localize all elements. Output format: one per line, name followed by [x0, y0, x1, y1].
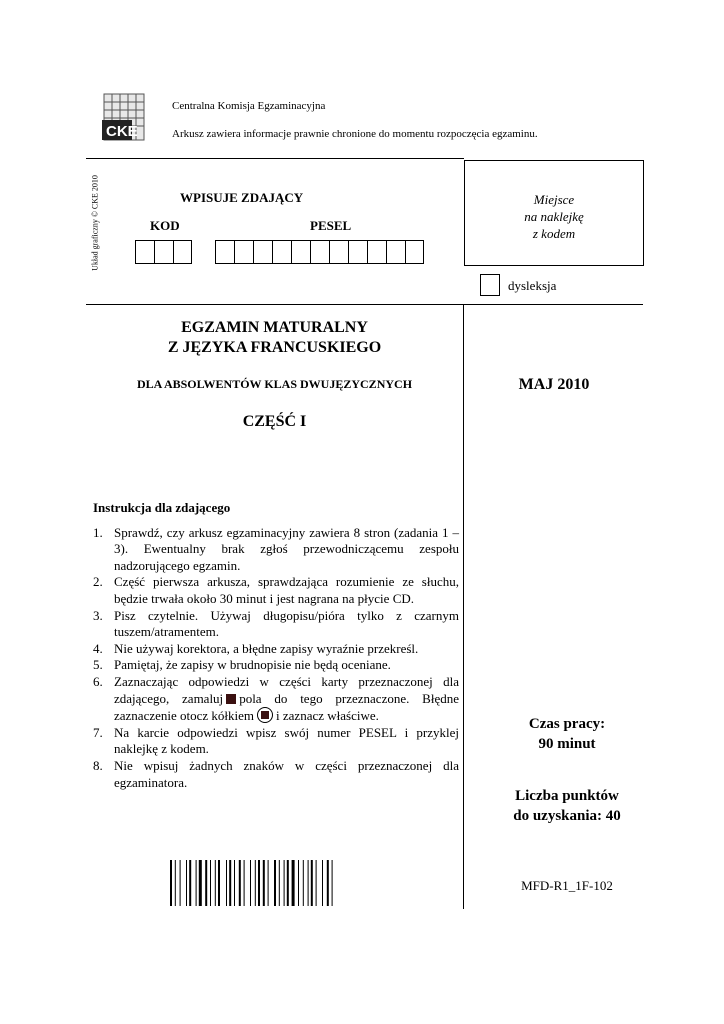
time-label: Czas pracy: — [528, 716, 606, 732]
barcode-bar — [215, 860, 216, 906]
document-code: MFD-R1_1F-102 — [521, 878, 613, 893]
barcode-bar — [175, 860, 176, 906]
pesel-input-boxes[interactable] — [215, 240, 424, 264]
barcode-bar — [180, 860, 181, 906]
logo-text: CKE — [106, 123, 138, 140]
pesel-digit-box[interactable] — [310, 240, 329, 264]
filled-square-icon — [226, 694, 236, 704]
pesel-digit-box[interactable] — [386, 240, 405, 264]
barcode-bar — [210, 860, 211, 906]
sticker-line-2: na naklejkę — [524, 209, 584, 224]
time-value: 90 minut — [538, 736, 596, 752]
pesel-digit-box[interactable] — [291, 240, 310, 264]
dyslexia-label: dysleksja — [508, 278, 557, 293]
barcode-bar — [218, 860, 220, 906]
barcode-bar — [322, 860, 323, 906]
exam-title-line-2: Z JĘZYKA FRANCUSKIEGO — [167, 339, 382, 356]
barcode-bar — [258, 860, 260, 906]
kod-digit-box[interactable] — [173, 240, 192, 264]
list-item: 7. Na karcie odpowiedzi wpisz swój numer PESEL i przyklej naklejkę z kodem. — [93, 724, 459, 757]
vertical-copyright: Układ graficzny © CKE 2010 — [90, 174, 100, 271]
kod-label: KOD — [150, 218, 180, 233]
barcode-bar — [268, 860, 269, 906]
pesel-digit-box[interactable] — [253, 240, 272, 264]
pesel-label: PESEL — [310, 218, 352, 233]
list-item: 6. Zaznaczając odpowiedzi w części karty przeznaczonej dla zdającego, zamaluj pola do tego przeznaczone. Błędne zaznaczenie otocz kółkiem i zaznacz właściwe. — [93, 673, 460, 724]
barcode-bar — [332, 860, 333, 906]
dyslexia-checkbox[interactable] — [480, 274, 500, 296]
barcode-bar — [274, 860, 276, 906]
barcode-bar — [170, 860, 172, 906]
points-info — [464, 786, 670, 826]
barcode-bar — [229, 860, 231, 906]
barcode-bar — [308, 860, 309, 906]
barcode — [170, 860, 390, 906]
barcode-bar — [239, 860, 241, 906]
list-item: 3. Pisz czytelnie. Używaj długopisu/pióra tylko z czarnym tuszem/atramentem. — [93, 607, 459, 640]
protection-notice: Arkusz zawiera informacje prawnie chronione do momentu rozpoczęcia egzaminu. — [172, 128, 538, 140]
barcode-bar — [327, 860, 329, 906]
sticker-line-3: z kodem — [532, 226, 576, 241]
list-item: 5. Pamiętaj, że zapisy w brudnopisie nie będą oceniane. — [93, 657, 391, 673]
barcode-bar — [287, 860, 289, 906]
list-item: 1. Sprawdź, czy arkusz egzaminacyjny zawiera 8 stron (zadania 1 – 3). Ewentualny brak zgłoś przewodniczącemu zespołu nadzorującego egzamin. — [93, 524, 459, 573]
barcode-bar — [303, 860, 304, 906]
pesel-digit-box[interactable] — [348, 240, 367, 264]
exam-title — [86, 318, 463, 358]
sticker-area — [464, 160, 644, 266]
kod-digit-box[interactable] — [154, 240, 173, 264]
barcode-bar — [199, 860, 202, 906]
instructions-block — [93, 500, 459, 791]
id-section-title: WPISUJE ZDAJĄCY — [180, 190, 304, 205]
points-value: do uzyskania: 40 — [513, 808, 621, 824]
barcode-bar — [244, 860, 245, 906]
header-rule-left — [86, 158, 464, 159]
list-item: 2. Część pierwsza arkusza, sprawdzająca rozumienie ze słuchu, będzie trwała około 30 minut i jest nagrana na płycie CD. — [93, 574, 459, 606]
points-label: Liczba punktów — [515, 788, 619, 804]
header-rule-bottom — [86, 304, 643, 305]
pesel-digit-box[interactable] — [215, 240, 234, 264]
circled-square-icon — [257, 707, 273, 723]
pesel-digit-box[interactable] — [329, 240, 348, 264]
barcode-bar — [196, 860, 197, 906]
instructions-heading: Instrukcja dla zdającego — [93, 500, 231, 515]
cke-logo — [100, 90, 150, 146]
barcode-bar — [292, 860, 295, 906]
pesel-digit-box[interactable] — [367, 240, 386, 264]
sticker-line-1: Miejsce — [533, 192, 575, 207]
exam-date: MAJ 2010 — [518, 376, 590, 393]
barcode-bar — [255, 860, 256, 906]
exam-title-line-1: EGZAMIN MATURALNY — [181, 319, 368, 336]
barcode-bar — [298, 860, 299, 906]
barcode-bar — [316, 860, 317, 906]
list-item: 8. Nie wpisuj żadnych znaków w części przeznaczonej dla egzaminatora. — [93, 757, 459, 790]
barcode-bar — [186, 860, 187, 906]
barcode-bar — [279, 860, 280, 906]
pesel-digit-box[interactable] — [405, 240, 424, 264]
institution-name: Centralna Komisja Egzaminacyjna — [172, 100, 326, 112]
barcode-bar — [311, 860, 313, 906]
barcode-bar — [263, 860, 265, 906]
barcode-bar — [189, 860, 191, 906]
exam-part: CZĘŚĆ I — [242, 413, 307, 430]
barcode-bar — [234, 860, 235, 906]
pesel-digit-box[interactable] — [234, 240, 253, 264]
list-item: 4. Nie używaj korektora, a błędne zapisy wyraźnie przekreśl. — [93, 640, 419, 656]
kod-input-boxes[interactable] — [135, 240, 192, 264]
barcode-bar — [284, 860, 285, 906]
pesel-digit-box[interactable] — [272, 240, 291, 264]
barcode-bar — [205, 860, 207, 906]
barcode-bar — [226, 860, 227, 906]
exam-subtitle: DLA ABSOLWENTÓW KLAS DWUJĘZYCZNYCH — [136, 377, 413, 391]
kod-digit-box[interactable] — [135, 240, 154, 264]
barcode-bar — [250, 860, 251, 906]
time-info — [464, 714, 670, 754]
